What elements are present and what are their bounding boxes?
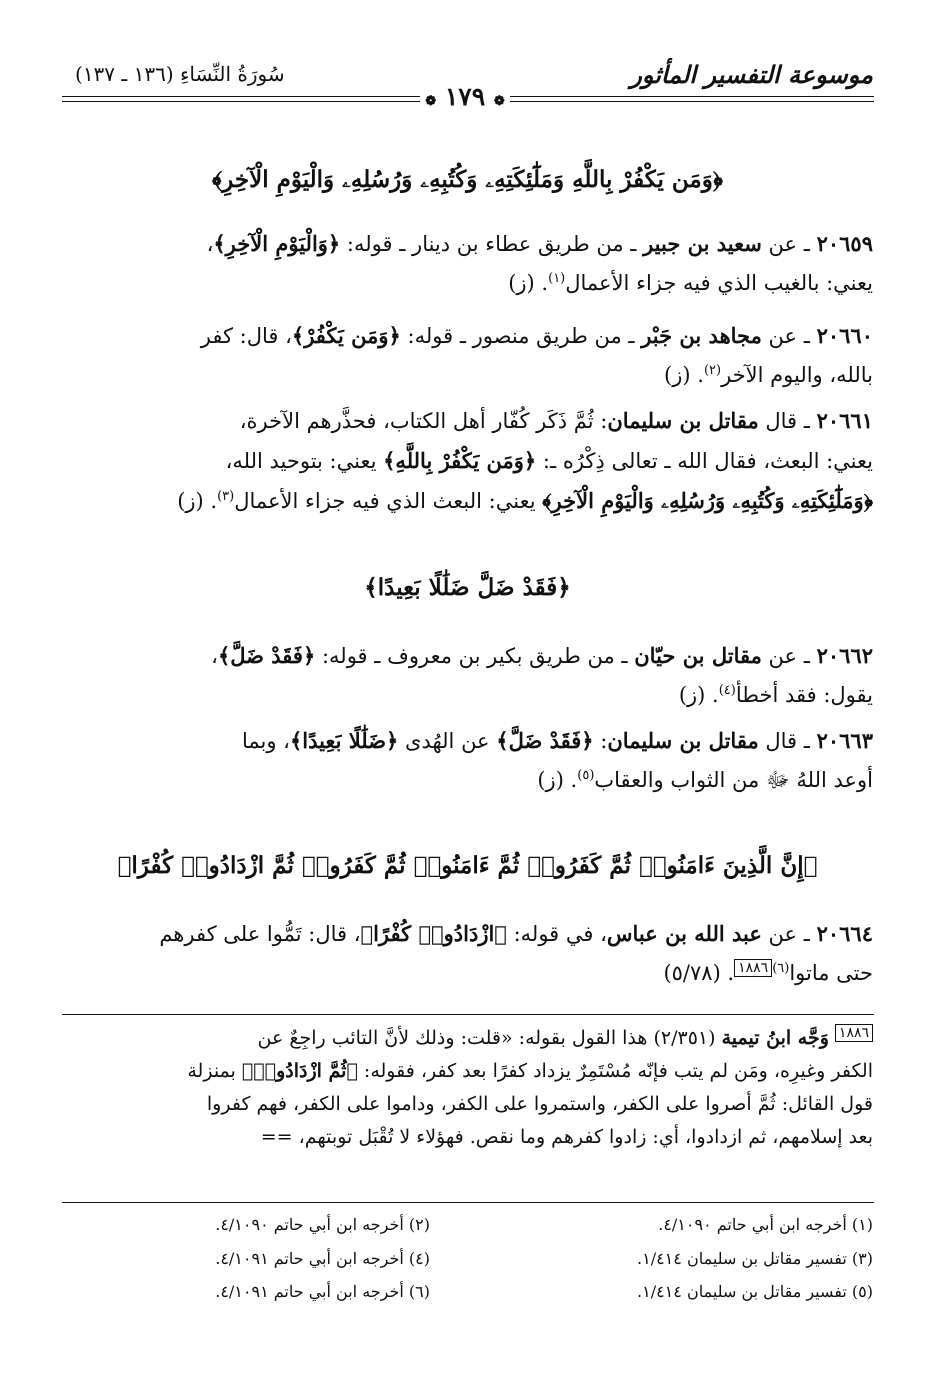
footnote: (٣) تفسير مقاتل بن سليمان ١/٤١٤.: [637, 1249, 873, 1268]
ornament-icon: ❁: [425, 94, 437, 109]
narrator-name: مقاتل بن سليمان: [607, 728, 759, 753]
surah-reference: سُورَةُ النِّسَاءِ (١٣٦ ـ ١٣٧): [75, 62, 285, 86]
entry-number: ٢٠٦٦٠: [816, 323, 873, 348]
entry-20664: [62, 914, 873, 993]
footnote: (١) أخرجه ابن أبي حاتم ٤/١٠٩٠.: [658, 1215, 873, 1234]
footnote: (٤) أخرجه ابن أبي حاتم ٤/١٠٩١.: [215, 1249, 430, 1268]
entry-20661: [62, 401, 873, 521]
commentary-tag: ١٨٨٦: [835, 1024, 873, 1042]
quran-quote: ﴿وَمَن يَكْفُرْ بِاللَّهِ﴾: [383, 448, 537, 473]
commentary-line: بعد إسلامهم، ثم ازدادوا، أي: زادوا كفرهم وما نقص. فهؤلاء لا تُقْبَل توبتهم، ==: [260, 1126, 873, 1148]
entry-line: حتى ماتوا$^{(٦)١٨٨٦}$. (٥/٧٨): [663, 960, 873, 985]
page-number: ١٧٩: [444, 82, 486, 111]
footnote-ref: (٣): [217, 489, 235, 504]
quran-quote: ﴿ثُمَّ ازْدَادُوا۟﴾: [241, 1060, 358, 1082]
footnote-ref: (٤): [718, 683, 736, 698]
entry-20659: [62, 224, 873, 303]
entry-line: يقول: فقد أخطأ$^{(٤)}$. (ز): [678, 683, 873, 707]
narrator-name: مقاتل بن سليمان: [607, 408, 759, 433]
entry-line: أوعد اللهُ ﷻ من الثواب والعقاب$^{(٥)}$. (ز): [537, 768, 873, 792]
footnote-ref: (٥): [577, 768, 595, 783]
entry-line: ٢٠٦٥٩ ـ عن سعيد بن جبير ـ من طريق عطاء بن دينار ـ قوله: ﴿وَالْيَوْمِ الْآخِرِ﴾،: [206, 231, 873, 256]
commentary-separator: [62, 1014, 874, 1015]
entry-number: ٢٠٦٦٤: [816, 921, 873, 946]
entry-number: ٢٠٦٦٣: [816, 728, 873, 753]
footnote-separator: [62, 1202, 874, 1203]
page-number-box: [420, 82, 510, 111]
narrator-name: مجاهد بن جَبْر: [641, 323, 762, 348]
narrator-name: عبد الله بن عباس: [606, 921, 762, 946]
commentary-tag-ref: ١٨٨٦: [734, 959, 772, 977]
commentary-block: [62, 1022, 873, 1154]
entry-line: ٢٠٦٦٠ ـ عن مجاهد بن جَبْر ـ من طريق منصور ـ قوله: ﴿وَمَن يَكْفُرْ﴾، قال: كفر: [200, 323, 873, 348]
entry-line: ٢٠٦٦١ ـ قال مقاتل بن سليمان: ثُمَّ ذَكَر كُفّار أهل الكتاب، فحذَّرهم الآخرة،: [239, 408, 873, 433]
narrator-name: سعيد بن جبير: [643, 231, 762, 256]
entry-20660: [62, 316, 873, 395]
commentary-line: $^{١٨٨٦}$ وَجَّه ابنُ تيمية (٢/٣٥١) هذا القول بقوله: «قلت: وذلك لأنَّ التائب راجِعٌ عن: [62, 1022, 873, 1055]
footnote: (٦) أخرجه ابن أبي حاتم ٤/١٠٩١.: [215, 1282, 430, 1301]
verse-heading: ﴿فَقَدْ ضَلَّ ضَلَٰلًا بَعِيدًا﴾: [364, 574, 571, 601]
ornament-icon: ❁: [493, 94, 505, 109]
footnote-ref: (٦): [772, 961, 790, 976]
footnote: (٥) تفسير مقاتل بن سليمان ١/٤١٤.: [637, 1282, 873, 1301]
commentary-line: قول القائل: ثُمَّ أصروا على الكفر، واستمروا على الكفر، وداموا على الكفر، فهم كفروا: [206, 1093, 873, 1115]
narrator-name: مقاتل بن حيّان: [634, 643, 762, 668]
verse-heading: ﴿إِنَّ الَّذِينَ ءَامَنُوا۟ ثُمَّ كَفَرُوا۟ ثُمَّ ءَامَنُوا۟ ثُمَّ كَفَرُوا۟ ثُمَّ ازْدَادُوا۟ كُفْرًا﴾: [117, 852, 818, 879]
book-title: موسوعة التفسير المأثور: [630, 60, 873, 89]
entry-line: يعني: البعث، فقال الله ـ تعالى ذِكْرُه ـ: ﴿وَمَن يَكْفُرْ بِاللَّهِ﴾ يعني: بتوحيد الله،: [225, 448, 873, 473]
quran-quote: ﴿ضَلَٰلًا بَعِيدًا﴾: [289, 728, 399, 753]
entry-20663: [62, 721, 873, 800]
footnote-ref: (٢): [703, 363, 722, 378]
commentary-line: الكفر وغيرِه، ومَن لم يتب فإنّه مُسْتَمِرٌ يزداد كفرًا بعد كفر، فقوله: ﴿ثُمَّ ازْدَادُوا۟﴾ بمنزلة: [187, 1060, 873, 1082]
entry-line: ٢٠٦٦٤ ـ عن عبد الله بن عباس، في قوله: ﴿ازْدَادُوا۟ كُفْرًا﴾، قال: تَمُّوا على كفرهم: [159, 921, 873, 946]
quran-quote: ﴿وَمَلَٰٓئِكَتِهِۦ وَكُتُبِهِۦ وَرُسُلِهِۦ وَالْيَوْمِ الْآخِرِ﴾: [542, 488, 873, 513]
entry-line: يعني: بالغيب الذي فيه جزاء الأعمال$^{(١)}$. (ز): [508, 271, 873, 295]
quran-quote: ﴿فَقَدْ ضَلَّ﴾: [217, 643, 316, 668]
entry-number: ٢٠٦٥٩: [816, 231, 873, 256]
entry-number: ٢٠٦٦٢: [816, 643, 873, 668]
entry-number: ٢٠٦٦١: [816, 408, 873, 433]
entry-line: ٢٠٦٦٣ ـ قال مقاتل بن سليمان: ﴿فَقَدْ ضَلَّ﴾ عن الهُدى ﴿ضَلَٰلًا بَعِيدًا﴾، وبما: [241, 728, 873, 753]
entry-line: ﴿وَمَلَٰٓئِكَتِهِۦ وَكُتُبِهِۦ وَرُسُلِهِۦ وَالْيَوْمِ الْآخِرِ﴾ يعني: البعث الذي فيه جزاء الأعمال$^{(٣)}$. (ز): [177, 488, 873, 513]
verse-heading: ﴿وَمَن يَكْفُرْ بِاللَّهِ وَمَلَٰٓئِكَتِهِۦ وَكُتُبِهِۦ وَرُسُلِهِۦ وَالْيَوْمِ الْآخِرِ﴾: [211, 166, 723, 193]
entry-20662: [62, 636, 873, 715]
footnote-ref: (١): [548, 271, 566, 286]
entry-line: ٢٠٦٦٢ ـ عن مقاتل بن حيّان ـ من طريق بكير بن معروف ـ قوله: ﴿فَقَدْ ضَلَّ﴾،: [211, 643, 873, 668]
quran-quote: ﴿فَقَدْ ضَلَّ﴾: [496, 728, 594, 753]
quran-quote: ﴿ازْدَادُوا۟ كُفْرًا﴾: [360, 921, 507, 946]
quran-quote: ﴿وَمَن يَكْفُرْ﴾: [291, 323, 401, 348]
footnote: (٢) أخرجه ابن أبي حاتم ٤/١٠٩٠.: [215, 1215, 430, 1234]
quran-quote: ﴿وَالْيَوْمِ الْآخِرِ﴾: [213, 231, 341, 256]
entry-line: بالله، واليوم الآخر$^{(٢)}$. (ز): [664, 363, 873, 387]
